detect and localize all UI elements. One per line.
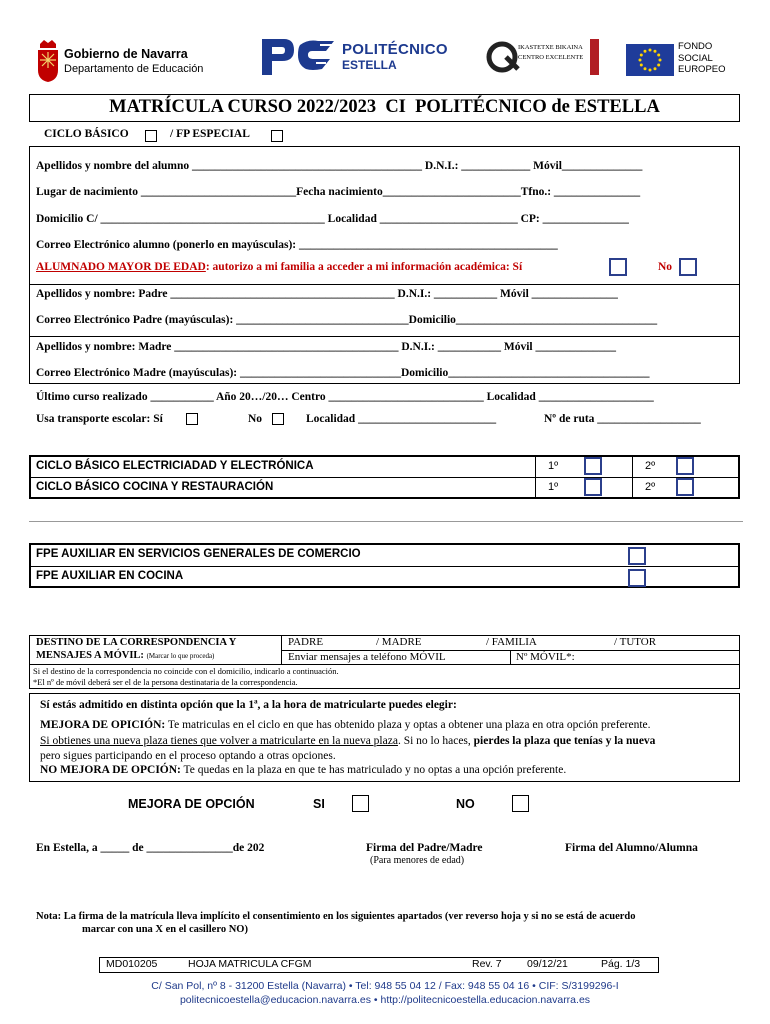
navarra-shield-icon	[36, 40, 60, 82]
mayor-edad-no-checkbox[interactable]	[679, 258, 697, 276]
ciclos-col-divider-2	[632, 455, 633, 499]
mayor-edad-label: ALUMNADO MAYOR DE EDAD	[36, 261, 206, 273]
destino-madre-option[interactable]: / MADRE	[376, 636, 422, 648]
eu-stars-icon	[626, 44, 674, 76]
firma-lugar-fecha[interactable]: En Estella, a _____ de _______________de 202	[36, 842, 265, 854]
student-name-line[interactable]: Apellidos y nombre del alumno ________________________________________ D.N.I.: ____________ Móvil______________	[36, 160, 643, 172]
ultimo-curso-line[interactable]: Último curso realizado ___________ Año 20…/20… Centro ___________________________ Localidad ____________________	[36, 391, 654, 403]
destino-label-2	[36, 650, 214, 661]
address-line-1: C/ San Pol, nº 8 - 31200 Estella (Navarra) • Tel: 948 55 04 12 / Fax: 948 55 04 16 • CIF: S/3199296-I	[151, 980, 619, 992]
firma-alumno: Firma del Alumno/Alumna	[565, 842, 698, 854]
padre-name-line[interactable]: Apellidos y nombre: Padre _______________________________________ D.N.I.: ___________ Móvil _______________	[36, 288, 618, 300]
destino-note-divider	[29, 664, 740, 665]
fse-line2: SOCIAL	[678, 52, 713, 64]
doc-date: 09/12/21	[527, 958, 568, 970]
fpe-cocina-label: FPE AUXILIAR EN COCINA	[36, 570, 184, 582]
mejora-no-label: NO	[456, 797, 475, 811]
mayor-edad-text: : autorizo a mi familia a acceder a mi información académica: Sí	[205, 261, 523, 273]
destino-label-1: DESTINO DE LA CORRESPONDENCIA Y	[36, 637, 237, 648]
transporte-no-label: No	[248, 413, 263, 425]
destino-label-2-small: (Marcar lo que proceda)	[146, 652, 215, 660]
fse-line1: FONDO	[678, 41, 713, 52]
gov-department: Departamento de Educación	[64, 63, 204, 75]
ikast-line2: CENTRO EXCELENTE	[518, 54, 584, 61]
navarra-logo	[36, 40, 60, 82]
ciclo-basico-checkbox[interactable]	[145, 130, 157, 142]
info-line-3: pero sigues participando en el proceso optando a otras opciones.	[40, 750, 336, 762]
fp-especial-label: / FP ESPECIAL	[170, 128, 250, 140]
padre-email-line[interactable]: Correo Electrónico Padre (mayúsculas): ______________________________Domicilio___________________________________	[36, 314, 658, 326]
mayor-edad-si-checkbox[interactable]	[609, 258, 627, 276]
address-line-2: politecnicoestella@educacion.navarra.es • http://politecnicoestella.educacion.navarra.es	[179, 994, 591, 1006]
ciclo-cocina-1-label: 1º	[548, 481, 559, 493]
transporte-ruta-line[interactable]: Nº de ruta __________________	[544, 413, 701, 425]
fpe-divider	[29, 566, 740, 567]
ciclo-electricidad-1-label: 1º	[548, 460, 559, 472]
nota-line-1	[36, 911, 636, 922]
info-pierdes-text: pierdes la plaza que tenías y la nueva	[473, 735, 656, 747]
destino-movil-label: Nº MÓVIL*:	[516, 651, 575, 663]
politecnico-logo	[260, 37, 336, 77]
doc-name: HOJA MATRICULA CFGM	[188, 958, 312, 970]
ciclo-basico-label: CICLO BÁSICO	[44, 128, 129, 140]
transporte-localidad-line[interactable]: Localidad ________________________	[306, 413, 497, 425]
destino-note-2: *El nº de móvil deberá ser el de la persona destinataria de la correspondencia.	[33, 677, 298, 687]
fse-line3: EUROPEO	[678, 64, 726, 75]
ciclo-cocina-label: CICLO BÁSICO COCINA Y RESTAURACIÓN	[36, 481, 274, 493]
info-no-mejora-line	[40, 764, 566, 776]
madre-name-line[interactable]: Apellidos y nombre: Madre _______________________________________ D.N.I.: ___________ Móvil ______________	[36, 341, 616, 353]
ciclo-electricidad-1-checkbox[interactable]	[584, 457, 602, 475]
ciclos-col-divider-1	[535, 455, 536, 499]
document-footer-box	[99, 957, 659, 973]
firma-padre-madre: Firma del Padre/Madre	[366, 842, 483, 854]
info-no-mejora-label: NO MEJORA DE OPCIÓN:	[40, 764, 181, 776]
fpe-comercio-label: FPE AUXILIAR EN SERVICIOS GENERALES DE COMERCIO	[36, 548, 361, 560]
destino-tutor-option[interactable]: / TUTOR	[614, 636, 657, 648]
transporte-si-checkbox[interactable]	[186, 413, 198, 425]
destino-note-1: Si el destino de la correspondencia no coincide con el domicilio, indicarlo a continuación.	[33, 666, 339, 676]
mejora-opcion-label: MEJORA DE OPCIÓN	[128, 797, 255, 811]
doc-page: Pág. 1/3	[601, 958, 641, 970]
info-mejora-line	[40, 719, 651, 731]
poli-title: POLITÉCNICO	[342, 41, 448, 58]
info-underline-text: Si obtienes una nueva plaza tienes que volver a matricularte en la nueva plaza	[40, 735, 398, 747]
transporte-no-checkbox[interactable]	[272, 413, 284, 425]
mayor-edad-row	[36, 261, 522, 273]
poli-subtitle: ESTELLA	[342, 58, 397, 72]
student-email-line[interactable]: Correo Electrónico alumno (ponerlo en mayúsculas): _____________________________________________	[36, 239, 558, 251]
nota-text-2: marcar con una X en el casillero NO)	[82, 924, 248, 935]
info-no-mejora-text: Te quedas en la plaza en que te has matriculado y no optas a una opción preferente.	[180, 764, 567, 776]
info-mejora-text: Te matriculas en el ciclo en que has obtenido plaza y optas a obtener una plaza en otra opción preferente.	[165, 719, 651, 731]
destino-enviar-movil[interactable]: Enviar mensajes a teléfono MÓVIL	[288, 651, 446, 663]
fp-especial-checkbox[interactable]	[271, 130, 283, 142]
ciclo-cocina-2-label: 2º	[645, 481, 656, 493]
ikast-line1: IKASTETXE BIKAINA	[518, 44, 583, 51]
ciclo-cocina-2-checkbox[interactable]	[676, 478, 694, 496]
transporte-label: Usa transporte escolar: Sí	[36, 413, 163, 425]
gov-name: Gobierno de Navarra	[64, 47, 188, 61]
student-birth-line[interactable]: Lugar de nacimiento ___________________________Fecha nacimiento________________________Tfno.: _______________	[36, 186, 641, 198]
nota-label: Nota:	[36, 911, 62, 922]
destino-movil-divider	[510, 650, 511, 664]
destino-label-2-main: MENSAJES A MÓVIL:	[36, 650, 144, 661]
mayor-edad-no-label: No	[658, 261, 673, 273]
mejora-si-checkbox[interactable]	[352, 795, 369, 812]
student-address-line[interactable]: Domicilio C/ _______________________________________ Localidad ________________________ CP: _______________	[36, 213, 629, 225]
madre-email-line[interactable]: Correo Electrónico Madre (mayúsculas): ____________________________Domicilio___________________________________	[36, 367, 650, 379]
info-mejora-label: MEJORA DE OPICIÓN:	[40, 719, 166, 731]
page-title: MATRÍCULA CURSO 2022/2023 CI POLITÉCNICO de ESTELLA	[109, 97, 660, 117]
doc-code: MD010205	[106, 958, 158, 970]
ciclo-cocina-1-checkbox[interactable]	[584, 478, 602, 496]
nota-text-1: La firma de la matrícula lleva implícito el consentimiento en los siguientes apartados (ver reverso hoja y si no se está de acuerdo	[61, 911, 636, 922]
info-warning-line	[40, 735, 655, 747]
fse-text	[678, 41, 726, 76]
info-heading: Sí estás admitido en distinta opción que la 1ª, a la hora de matricularte puedes elegir:	[40, 699, 457, 711]
mejora-si-label: SI	[313, 797, 325, 811]
fpe-cocina-checkbox[interactable]	[628, 569, 646, 587]
mejora-no-checkbox[interactable]	[512, 795, 529, 812]
eu-flag-icon	[626, 44, 674, 76]
ciclos-basicos-divider	[29, 477, 740, 478]
ciclo-electricidad-2-label: 2º	[645, 460, 656, 472]
section-separator	[29, 521, 743, 522]
fpe-comercio-checkbox[interactable]	[628, 547, 646, 565]
info-mid-text: . Si no lo haces,	[397, 735, 474, 747]
ciclo-electricidad-2-checkbox[interactable]	[676, 457, 694, 475]
destino-familia-option[interactable]: / FAMILIA	[486, 636, 537, 648]
ciclo-electricidad-label: CICLO BÁSICO ELECTRICIADAD Y ELECTRÓNICA	[36, 460, 314, 472]
firma-menores-note: (Para menores de edad)	[370, 855, 465, 866]
politecnico-pe-icon	[260, 37, 336, 77]
destino-padre-option[interactable]: PADRE	[288, 636, 324, 648]
doc-revision: Rev. 7	[472, 958, 502, 970]
